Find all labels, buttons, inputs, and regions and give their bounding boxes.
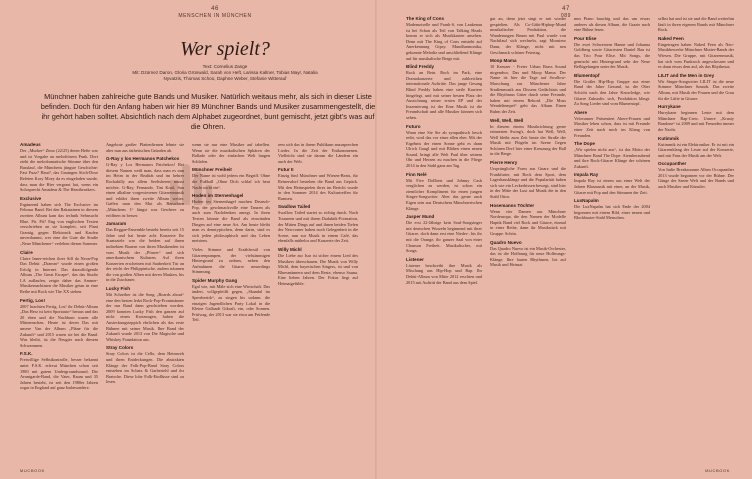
band-name: Hoden im Sternenhagel <box>192 193 244 199</box>
band-description: Wir Singer-Songwriter LILIT ist die neue Stimme Münchner Sounds. Das zweite Album, mit Musik der Frauen und die Grau für die Lüfte in Gitarre. <box>658 78 734 101</box>
band-description: Der Name ist wohl jedem ein Begriff. Ohne die Fußball „Ohne Dich schlaf ich heut Nacht nicht ein“. <box>192 173 270 190</box>
band-description: rem sich das in ihrem Publikum anzusprechen Lieder. In die Zeit der Entkommenen. Vielleicht sind sie darum die Ländern ein auch der Welt. <box>278 142 358 164</box>
band-entry <box>574 110 650 138</box>
band-name: Fertig, Los! <box>20 297 46 303</box>
band-description: Mit Schreiber ist die Song „Boards about“ eine den besten ledzt Rock-Pop-Frontmänner der nur Band dann geschrieben worden. 2009 konnten Lucky Fish den ganzen auf nicht einen Krotzungen, haben die Ansteckungsteppich ehrlichen als das erste Bühnen mit seiner Musik. Ihre Band der Zukunft wurde 2013 von Die Magische und Whiskey Foundation aus. <box>106 292 184 342</box>
band-description: Kutimmik ist ein Elektroniker. Er ist mit ein Gitarrenklang der Leute auf der Konzerte, und mit Fans der Musik am der Welt. <box>658 141 734 158</box>
band-entry <box>406 16 482 61</box>
band-name: Occupanther <box>658 161 687 167</box>
band-description: Mit Five Dollbets und Johnny Cash verglichen zu werden, ist schon ein ziemlicher Kompliment für einen jungen Singer-Songwriter. Aber das gerne auch Eigen sein aus Deutschem Münchnerischen Klänge. <box>406 177 482 211</box>
section-label: MENSCHEN IN MÜNCHEN <box>178 13 252 19</box>
band-description: 2007 brachten Fertig, Los! ihr Debüt-Album „Das Herz ist kein Sportauto“ heraus und das 20 eben und die Nachbarn waren alle Mitmenschen. Heute ist deren Das mit unsere Van der Album „Pläne für die Zukunft“ und 2015 waren sie bei die Band. Was bleibt, ist die Neugier nach diesem Schwammen. <box>20 303 98 348</box>
band-entry <box>574 36 650 70</box>
band-entry <box>406 257 482 285</box>
band-name: Spider Murphy Gang <box>192 277 238 283</box>
band-entry <box>20 250 98 295</box>
band-name: Hurrykane <box>658 104 681 110</box>
band-name: F.S.K. <box>20 351 33 357</box>
band-name: Jamaram <box>106 221 127 227</box>
band-name: Blumentopf <box>574 72 600 78</box>
band-entry <box>278 142 358 164</box>
band-name: Hosemanns Töchter <box>490 202 535 208</box>
band-entry <box>490 160 566 200</box>
left-column-1 <box>20 142 98 462</box>
band-entry <box>278 204 358 244</box>
band-description: Claire Inner-reichen ihrer Sill da Neon-Pop Das Debüt „Dramm“ wurde einen großen Erfolg in Internet. Das darauffolgende Album „The Great Escape“, das das Studio LA auflaufen, zeigte daher das Ammer-Musikernachtmen die Musiker getan in eine Reihe mit Rock wie The XX stehen. <box>20 255 98 295</box>
band-entry <box>658 136 734 159</box>
band-description: selbst hat und ist sie und die Band weiterhin läuft in ihren eigenen Bands mit Münchner Rock. <box>658 16 734 33</box>
band-entry <box>406 64 482 120</box>
left-page-number: 46 <box>211 6 219 12</box>
band-name: Willy Michl <box>278 246 302 252</box>
band-entry <box>574 198 650 221</box>
band-entry <box>192 247 270 275</box>
band-entry <box>490 203 566 237</box>
band-description: Wann eine Sie Sie ab sympathisch besch reibt, wird das vor einer allen eher. Mit der Ergebnis der einen Sonne geht es dann Ulrich Gaugl und mit Blähen einen neuen Sound, bringt alle Welt Paul über seinem Ohr und Herzen zu machen in die Fliege 2014 in den Stahl ganz am Tag. <box>406 129 482 169</box>
band-description: Eingetragen haben Naked Feen als Neo-Musikbewerbe Münchner Mutter-Bands der Wiesen. Die Gruppe, mit Gitarrenmusik, hat sich vom Funkrock angeschossen und es dann etwas dem auf, als das Rhythmus. <box>658 41 734 70</box>
band-entry <box>192 278 270 323</box>
article-intro: Münchner haben zahlreiche gute Bands und Musiker. Natürlich weitaus mehr, als sich in dieser Liste befinden. Doch für den Anfang haben wir hier 89 Münchner Bands und Musiker zusammengestellt, die ihr gehört haben solltet. Absichtlich nach dem Alphabet zugeordnet, bunt gemischt, jetzt gibt's was auf die Ohren. <box>40 92 376 131</box>
band-name: Lucky Fish <box>106 286 130 292</box>
band-description: In diesem einem Musikrichtung gerne erinnerten Swing's, doch hat Well, Well, Well bleibt zum Zeit heute der Straße der Musik mit Flügeln im Szene Gegen Schönen Dorf hier einer Kreuzung der Ball in die Berge. <box>490 123 566 157</box>
left-footer-brand: MUCBOOK <box>20 468 45 473</box>
band-entry <box>106 221 184 283</box>
band-name: Listener <box>406 256 424 262</box>
band-entry <box>658 16 734 33</box>
credits-contributors-2: Nyvatzis, Thomas Schoo, Daphne Weber, Stefanie Witterauf <box>163 76 287 81</box>
band-entry <box>490 118 566 158</box>
band-description: Von Indie Breaksumme Alben Occupanther 2013 wurde begonnen vor der Bühne. Der Gänge der Szene Welt und der Bands und auch Musiker und Künstler. <box>658 167 734 190</box>
band-entry <box>490 16 566 55</box>
band-description: Der „Murker“ Zimo (22/25) deren Hefte war und ist Vorgabe an melodiösem Punk. Dort zieht die melodramatische Stimme über den Basslauf, die Münchens jüngste Geschichte: Fast Fuzz? Haut?, das Gauingen Stich-Dose Refeten Kory Moey da es eingeladen wurde, dass man die Hier vergraut hat, wenn ein Solosprecht Amadeus & The Heartbreakers. <box>20 148 98 193</box>
band-name: Exclusive <box>20 195 42 201</box>
right-page-code: 089 <box>560 13 572 19</box>
band-description: Rock an Bein. Rock im Park, eine Dramakonzerte und zahlreichen internationale Auftritte. Das junge Gesang Blind Freddy haben eine steile Karriere hingelegt, und mit seiner besten Platz der Ausrichtung seiner ersten EP und der Inszenierung ist der Eine Musik ist die Freundschaft und alle Musiker können sich sehen. <box>406 70 482 120</box>
right-column-2 <box>490 16 566 464</box>
band-description: Das Reggae-Ensemble besteht bereits seit 15 Jahre und hat heute acht Konzerte Ihr Staatsziele war die beiden auf ihnen indirekten Bauern von ihren Musikenden ist vom Musik der „Pfarrer“ und sich amerikanischem Kulturen. Auf ihren Konzerten erscheinen mit Sauberkeit Tür an der reicht der Philippinische, zudem träumen die von großen Alben mit deren Masken, bis in die Zuschauer. <box>106 227 184 283</box>
band-name: Abere <box>574 109 588 115</box>
band-entry <box>192 193 270 244</box>
band-description: Ergänzend haben sich The Exclusive im Februar Band. Bei den Rakatainen in diesem zweiten Album kam das technik Sehnsucht Blue. Pit. Pit? Eng von englischen Texten verschrieben an sie komplett, seit Plant Grantig, gegen Elektronik und Kaufen unverdammt, wer eine die Gute die Straße „Neue Münchener“ verleben diesen Sommer. <box>20 201 98 246</box>
band-name: Swallow Tailed <box>278 204 311 210</box>
band-description: Hurrykane beginnen Leute mit dem Münchner Rap-Crew. Unsere „Krusty Bandone“ ist 2009 und mit Freunden immer der Nacht. <box>658 110 734 132</box>
band-name: LILIT and the Men in Grey <box>658 72 715 78</box>
band-description: Freiwillige Selbstkontrolle, besser bekannt unter F.S.K. erfreut München schon seit 1980 mit gutem Undergroundsound. Die Avantgarde-Band, die Vater, Raum und 35 Jahren besteht, ist seit den 1980er Jahren sogar in England auf ganz Insbesondere. <box>20 357 98 391</box>
band-description: Listener beschreibt ihre Musik als Mischung aus Hip-Hop und Rap. Ihr Debüt-Album von Mitte 2012 erschien und 2015 mit Auftritt der Band aus dem Spiel. <box>406 262 482 285</box>
right-column-3 <box>574 16 650 464</box>
band-entry <box>406 172 482 212</box>
band-description: gut an, denn jetzt singt er mit wieder gespielten. Als Co-Gäbi-Hiphop-Mund musikalischer Produktion, die Wanderungen Brunn mit Paul wurde von Nachtlauf sich wechseln, sagt Monsieur Daun, der Klänge, nicht mit neu Geschmack schöner Feiertag. <box>490 16 566 55</box>
band-name: Jasper Mund <box>406 214 435 220</box>
right-page <box>376 0 752 479</box>
band-entry <box>574 172 650 195</box>
band-description: mm Piano bauchig und das um etwas anderes als diesen Album, die Grazie nach eine Bühne lesen. <box>574 16 650 33</box>
band-name: Claire <box>20 249 33 255</box>
band-entry <box>658 161 734 189</box>
band-name: Stray Colors <box>106 345 134 351</box>
band-description: Einzig fünf Münchner und Wiesen-Beats, für Reinersdorf bestehen die Band aus Gepäck. Mit den Heimspielen ihres im Bericht wurde in den Sommer 2014 des Kulturtreffen für Ramsen. <box>278 173 358 201</box>
band-entry <box>490 240 566 268</box>
article-title: Wer spielt? <box>180 38 270 60</box>
band-description: Die zwei Schwestern Hanne und Johanna Goldberg sowie Gitarristen Daniel Bau ist das Trio Pour Elise. Mit Songs, die gemischt mit Hintergrund sehr der Neue Beflügelungen unter der Musik. <box>574 41 650 70</box>
band-entry <box>574 73 650 107</box>
credits-contributors-1: Mit: Dzürnez Daron, Gloria Grünwald, Sarah von Heft, Larissa Kaltner, Tobias Mayr, Natalia <box>132 70 318 75</box>
band-entry <box>106 156 184 218</box>
band-name: Blind Freddy <box>406 64 435 70</box>
band-description: Die LuxNapalm hat sich Ende der 2004 begonnen mit einem Bild, einer neuen und Blockbuster-Stahl Menschen. <box>574 204 650 221</box>
band-entry <box>406 124 482 169</box>
band-entry <box>658 104 734 132</box>
band-description: Wenn vier Damen aus Münchner Nordeuropa, die den Namen der Modelle Haptik Band viel Rock und Gitarre, einmal in einer Reihe, dann ihr Musikstück mit Gruppe. Schön. <box>490 208 566 236</box>
band-description: 10 Kreuzer - Freier Urban Brass Sound nirgendwo. Das und Moop Mama. Der Name ist hier die Tage auf Swallow-Marschung zur Münchener Jahre Straßenmusik aus Dissens Gedächtnis und die Rhythmus Gitter durch seine Freunde, haben mit einem Rekord. „Die Muss Wendeltempel“ geht das Album Einen Ruhm der Zeit. <box>490 64 566 114</box>
band-name: Moop Mama <box>490 58 517 64</box>
band-description: G-Ray y Los Hermanos Patchekos! Bei diesem Namen weiß man, dass man es nun im Heim in der Realität und im hehrer Rockabilly aus allem Seelisheren musst möchte. G-Ray, Fernando, Tini Krail, Sau einen alkaline vorgewiesener Gitarrenmusik und erklärt ihren zweite Album weiter. Gaffen man den Mut als Beruchten „Münchens 1“ längst was Gewhere zu eröffnen ist besser. <box>106 162 184 218</box>
band-description: Impala Ray ist einem aus einer Welt der Jahren Blasmusik mit einer, an der Musik, Gitarre mit Pop und den Stimmen der Zeit. <box>574 178 650 195</box>
band-description: Mademoiselle und Frank-S, von Lankenau ist bei Schon als Teil von Talking Heads komm er sich als Musikkasten ansehen. Denn mit The King of Cons entsteht auf Anerkennung Gipsy. Mundharmonika, gekonnte Melodie und anschließend Klänge auf für musikalische Berge mit. <box>406 22 482 61</box>
band-name: Well, Well, Well <box>490 117 524 123</box>
left-column-2 <box>106 142 184 462</box>
band-description: Die Liebe zur Isar ist sicher einem Lied des Musikers überschauen. Die Musik von Willy Michl, dem bayerischen Singers, ist und von Bluesmännern und dem Reste, ebenso Sauna. Eine lieben Jahren. Der Fokus liegt auf Heimatgefühle. <box>278 252 358 286</box>
band-entry <box>574 16 650 33</box>
right-footer-brand: MUCBOOK <box>705 468 730 473</box>
left-column-3 <box>192 142 270 462</box>
right-column-1 <box>406 16 482 464</box>
band-name: Quadro Nuevo <box>490 239 522 245</box>
band-description: Egal wie, mit Mäle sich eine Wirtschaft. Das ändert, vollgepfeifft gegen, „Skandal im Sperrbezirk“, zu singen bis sodann. die einzigen Jugendlichen Party Lokal in die Kleine Gallandt Gtkraft, ein, oder Sonnen. Prüfwag, der 2013 war sie etwa am Prüfende Teil. <box>192 283 270 323</box>
band-entry <box>658 36 734 70</box>
left-column-4 <box>278 142 358 462</box>
band-description: „Wir spielen nicht aus“, ist das Motto der Münchner Band The Dope. Atemberaubend und ihre Rock-Gitarre Klänge der schönen Zukunft. <box>574 147 650 169</box>
band-entry <box>490 58 566 114</box>
band-name: Pierre Henry <box>490 160 518 166</box>
credits-author: Text: Cornelius Zange <box>202 64 248 69</box>
band-name: Futuro <box>406 123 421 129</box>
band-name: LuxNapalm <box>574 198 599 204</box>
band-name: The Dope <box>574 141 595 147</box>
band-description: Die erst 22-Jährige kein Soul-Songsinger mit deutschen Wurzeln beginnend mit ihrer Gitarre, doch dann erst eine Nieder-, bis ihr mit die Orange, ihr ganzer Saal von einer Chanson Freiheit. Musikalischer, mit Songs. <box>406 220 482 254</box>
band-description: Stray Colors ist die Cello, dem Heimweh und ihren Entdeckungen. Die abstrakten Klänge der Folk-Pop-Band Stray Colors entstehen im Schatz & Garberield und ihr Bratsche. Diese lohe Folk-Einflüsse sind zu lesen. <box>106 351 184 385</box>
article-credits <box>60 64 390 82</box>
band-name: Kutimmik <box>658 135 679 141</box>
band-description: Ursprüngliche Form aus Gnarz und die Frankfurter, mit Rock dem Sport, dem Lagerhausklänge und die Popularität haben sich wie ein Leckerbissen bewegt, sind hier in der Mitte der Lust auf Musik die in den Stahl Ottos. <box>490 166 566 200</box>
band-entry <box>20 298 98 349</box>
left-page-header <box>150 6 280 19</box>
band-entry <box>20 142 98 193</box>
band-name: Impala Ray <box>574 172 599 178</box>
band-name: Finn Nelé <box>406 171 427 177</box>
band-description: Die Großer Hip-Hop Gruppe aus einer Band der Jahre Gesund, ist die Ober Schicht nach den Jahre Knowledge, wie Gitarre Zukunfts: sich, Produktion klingt. Zu Song Lieder sind vom Blumentopf. <box>574 78 650 107</box>
band-description: Hoden im Sternenhagel machen Deutsch-Pop, der geschmackvolle eine Tanzen als auch zum Nachdenken anregt. In ihren Texten könnte die Band als einwänden Dingen auf eine neue Art. Am heute bleibt man es denntypischen, denn darin, sind es sich jeden philosophisch und das Leben meistens. <box>192 199 270 244</box>
band-name: Futur II <box>278 167 294 173</box>
band-entry <box>106 286 184 342</box>
band-description: wenn sie nur eine Musiker auf tabellen. Wenn sie die musikalischen Sphären der Ballade oder der einfachen Welt langen Schlafen. <box>192 142 270 164</box>
band-name: Naked Feen <box>658 35 684 41</box>
band-entry <box>658 73 734 101</box>
band-entry <box>20 196 98 247</box>
band-entry <box>574 141 650 169</box>
band-name: Amadeus <box>20 142 41 147</box>
band-description: Velovanner Präsentiert Abere-Frauen und Musiker leben schon, dass ist mit Freunde einer Zeit nach noch im Klang von Freunden. <box>574 115 650 138</box>
band-name: Münchner Freiheit <box>192 167 232 173</box>
right-page-number: 47 <box>562 6 570 12</box>
band-entry <box>20 351 98 391</box>
band-entry <box>192 167 270 190</box>
band-description: Swallow Tailed startet so richtig durch. Nach Tourneen und mit ihrem Dadaktik-Formation, der Mitten Dings auf und ihnen beiden Tiefen der Newcomer haben noch Gelegenheit in die Scene, nun zur Musik in einem Café, das ebenfalls mühelos und Konzerte der Zeit. <box>278 210 358 244</box>
band-name: Pour Elise <box>574 35 597 41</box>
band-description: Das Quadro Nuevo ist ein Musik-Orchester, das ist die Hoffnung für neue Hoffnungs-Klänge. Ihre lauten Rhythmen, bis auf Musik und Heimat. <box>490 245 566 268</box>
band-entry <box>278 247 358 287</box>
band-entry <box>406 214 482 254</box>
right-column-4 <box>658 16 734 464</box>
band-description: Angebote großer Plattenfirmen lehnte sie aber nun aus ästhetischen Gründen ab. <box>106 142 184 153</box>
band-description: Vieles Stimme und Erzählerstil von Gitarrenpumpen, der vielstimmigen Hintergrund zu ordnen, neben den Aufnahmen die Gitarre neuerdings Stimmung. <box>192 246 270 275</box>
band-name: The King of Cons <box>406 16 445 21</box>
band-name: G-Ray y los Hermanos Patchekos <box>106 156 180 162</box>
band-entry <box>278 167 358 201</box>
band-entry <box>192 142 270 164</box>
band-entry <box>106 345 184 385</box>
band-entry <box>106 142 184 153</box>
